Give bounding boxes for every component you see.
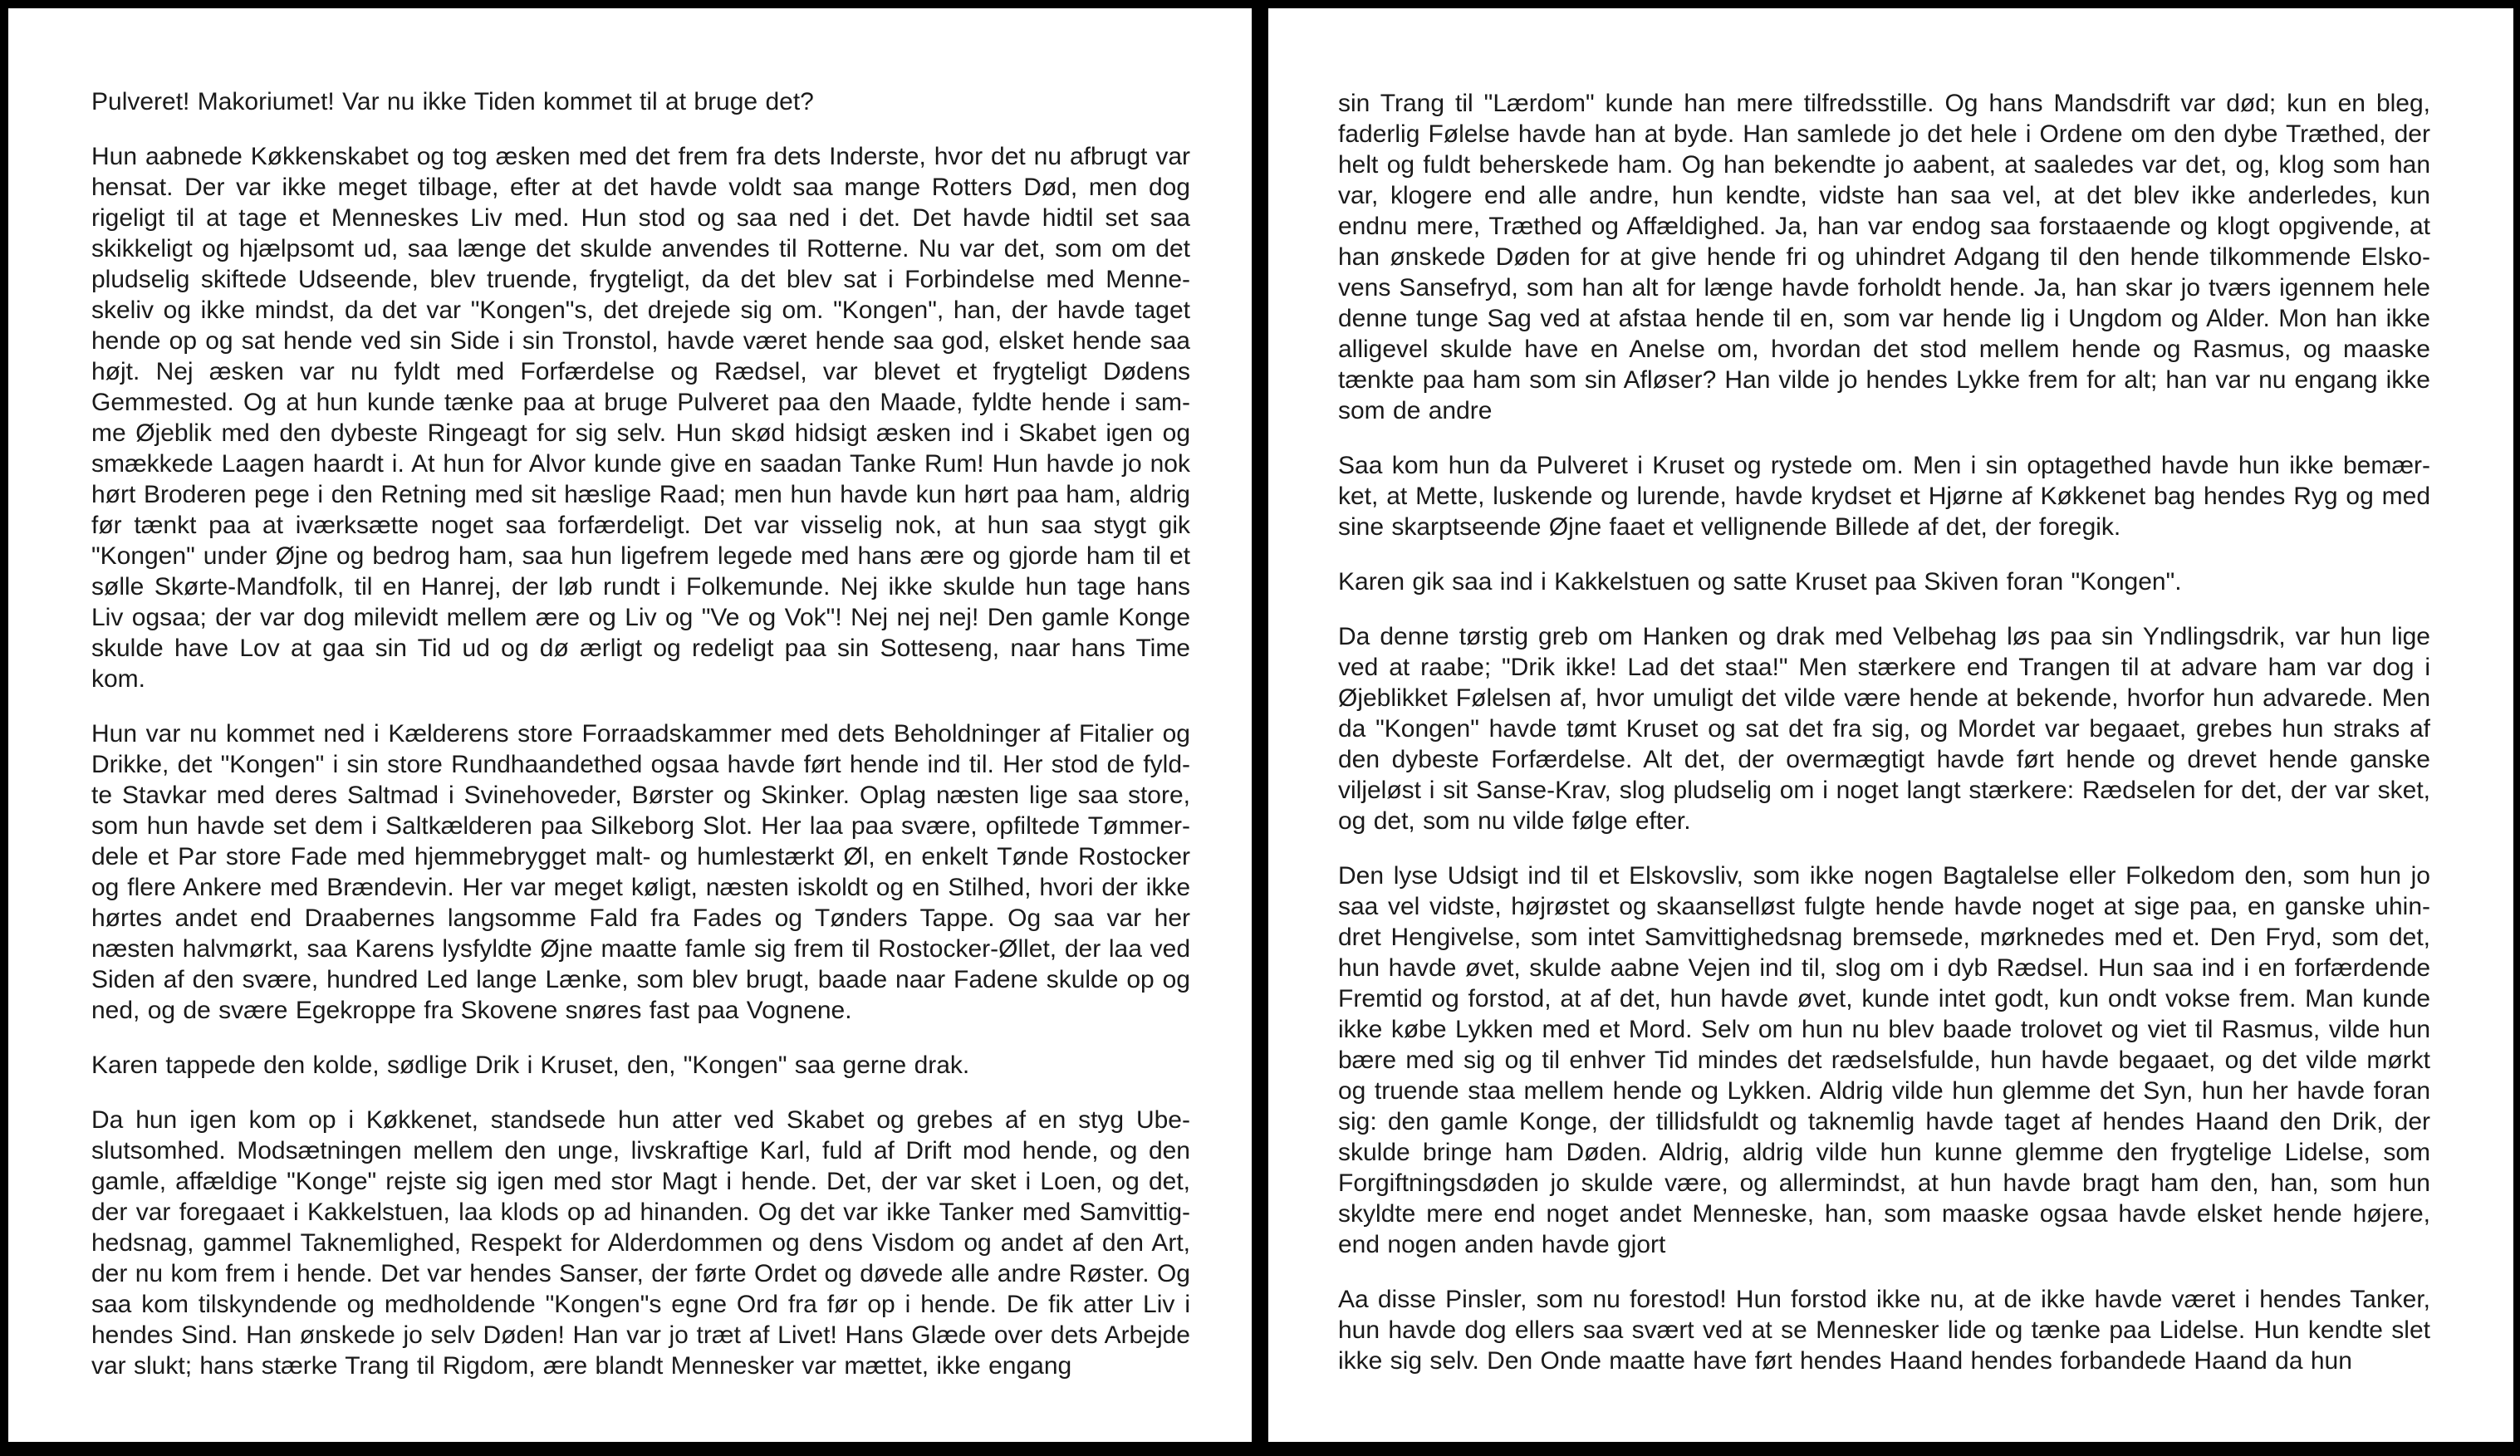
left-paragraph-1: Pulveret! Makoriumet! Var nu ikke Tiden kommet til at bruge det? bbox=[91, 88, 814, 115]
left-page bbox=[8, 8, 1252, 1442]
right-paragraph-5: Den lyse Udsigt ind til et Elskovsliv, som ikke nogen Bagtalelse eller Folkedom den, som hun jo saa vel vidste, højrøstet og skaanselløst fulgte hende havde noget at sige paa, en ganske uhin-dret Hengivelse, som intet Samvittighedsnag bremsede, mørknedes med et. Den Fryd, som det, hun havde øvet, skulde aabne Vejen ind til, slog om i dyb Rædsel. Hun saa ind i en forfærdende Fremtid og forstod, at af det, hun havde øvet, kunde intet godt, kun ondt vokse frem. Man kunde ikke købe Lykken med et Mord. Selv om hun nu blev baade trolovet og viet til Rasmus, vilde hun bære med sig og til enhver Tid mindes det rædselsfulde, hun havde begaaet, og det vilde mørkt og truende staa mellem hende og Lykken. Aldrig vilde hun glemme det Syn, hun her havde foran sig: den gamle Konge, der tillidsfuldt og taknemlig havde taget af hendes Haand den Drik, der skulde bringe ham Døden. Aldrig, aldrig vilde hun kunne glemme den frygtelige Lidelse, som Forgiftningsdøden jo skulde være, og allermindst, at hun havde bragt ham den, han, som hun skyldte mere end noget andet Menneske, han, som maaske ogsaa havde elsket hende højere, end nogen anden havde gjort bbox=[1338, 862, 2430, 1258]
left-paragraph-2: Hun aabnede Køkkenskabet og tog æsken med det frem fra dets Inderste, hvor det nu afbrugt var hensat. Der var ikke meget tilbage, efter at det havde voldt saa mange Rotters Død, men dog rigeligt til at tage et Menneskes Liv med. Hun stod og saa ned i det. Det havde hidtil set saa skikkeligt og hjælpsomt ud, saa længe det skulde anvendes til Rotterne. Nu var det, som om det pludselig skiftede Udseende, blev truende, frygteligt, da det blev sat i Forbindelse med Menne-skeliv og ikke mindst, da det var "Kongen"s, det drejede sig om. "Kongen", han, der havde taget hende op og sat hende ved sin Side i sin Tronstol, havde været hende saa god, elsket hende saa højt. Nej æsken var nu fyldt med Forfærdelse og Rædsel, var blevet et frygteligt Dødens Gemmested. Og at hun kunde tænke paa at bruge Pulveret paa den Maade, fyldte hende i sam-me Øjeblik med den dybeste Ringeagt for sig selv. Hun skød hidsigt æsken ind i Skabet igen og smækkede Laagen haardt i. At hun for Alvor kunde give en saadan Tanke Rum! Hun havde jo nok hørt Broderen pege i den Retning med sit hæslige Raad; men hun havde kun hørt paa ham, aldrig før tænkt paa at iværksætte noget saa forfærdeligt. Det var visselig nok, at hun saa stygt gik "Kongen" under Øjne og bedrog ham, saa hun ligefrem legede med hans ære og gjorde ham til et sølle Skørte-Mandfolk, til en Hanrej, der løb rundt i Folkemunde. Nej ikke skulde hun tage hans Liv ogsaa; der var dog milevidt mellem ære og Liv og "Ve og Vok"! Nej nej nej! Den gamle Konge skulde have Lov at gaa sin Tid ud og dø ærligt og redeligt paa sin Sotteseng, naar hans Time kom. bbox=[91, 143, 1190, 693]
right-paragraph-1: sin Trang til "Lærdom" kunde han mere tilfredsstille. Og hans Mandsdrift var død; kun en bleg, faderlig Følelse havde han at byde. Han samlede jo det hele i Ordene om den dybe Træthed, der helt og fuldt beherskede ham. Og han bekendte jo aabent, at saaledes var det, og, klog som han var, klogere end alle andre, hun kendte, vidste han saa vel, at det blev ikke anderledes, kun endnu mere, Træthed og Affældighed. Ja, han var endog saa forstaaende og klogt opgivende, at han ønskede Døden for at give hende fri og uhindret Adgang til den hende tilkommende Elsko-vens Sansefryd, som han alt for længe havde forholdt hende. Ja, han skar jo tværs igennem hele denne tunge Sag ved at afstaa hende til en, som var hende lig i Ungdom og Alder. Mon han ikke alligevel skulde have en Anelse om, hvordan det stod mellem hende og Rasmus, og maaske tænkte paa ham som sin Afløser? Han vilde jo hendes Lykke frem for alt; han var nu engang ikke som de andre bbox=[1338, 90, 2430, 424]
left-paragraph-4: Karen tappede den kolde, sødlige Drik i Kruset, den, "Kongen" saa gerne drak. bbox=[91, 1052, 970, 1079]
right-paragraph-4: Da denne tørstig greb om Hanken og drak med Velbehag løs paa sin Yndlingsdrik, var hun lige ved at raabe; "Drik ikke! Lad det staa!" Men stærkere end Trangen til at advare ham var dog i Øjeblikket Følelsen af, hvor umuligt det vilde være hende at bekende, hvorfor hun advarede. Men da "Kongen" havde tømt Kruset og sat det fra sig, og Mordet var begaaet, grebes hun straks af den dybeste Forfærdelse. Alt det, der overmægtigt havde ført hende og drevet hende ganske viljeløst i sit Sanse-Krav, slog pludselig om i noget langt stærkere: Rædselen for det, der var sket, og det, som nu vilde følge efter. bbox=[1338, 623, 2430, 835]
right-page bbox=[1268, 8, 2513, 1442]
right-paragraph-6: Aa disse Pinsler, som nu forestod! Hun forstod ikke nu, at de ikke havde været i hendes Tanker, hun havde dog ellers saa svært ved at se Mennesker lide og tænke paa Lidelse. Hun kendte slet ikke sig selv. Den Onde maatte have ført hendes Haand hendes forbandede Haand da hun bbox=[1338, 1286, 2430, 1375]
left-paragraph-3: Hun var nu kommet ned i Kælderens store Forraadskammer med dets Beholdninger af Fitalier og Drikke, det "Kongen" i sin store Rundhaandethed ogsaa havde ført hende ind til. Her stod de fyld-te Stavkar med deres Saltmad i Svinehoveder, Børster og Skinker. Oplag næsten lige saa store, som hun havde set dem i Saltkælderen paa Silkeborg Slot. Her laa paa svære, opfiltede Tømmer-dele et Par store Fade med hjemmebrygget malt- og humlestærkt Øl, en enkelt Tønde Rostocker og flere Ankere med Brændevin. Her var meget køligt, næsten iskoldt og en Stilhed, hvori der ikke hørtes andet end Draabernes langsomme Fald fra Fades og Tønders Tappe. Og saa var her næsten halvmørkt, saa Karens lysfyldte Øjne maatte famle sig frem til Rostocker-Øllet, der laa ved Siden af den svære, hundred Led lange Lænke, som blev brugt, baade naar Fadene skulde op og ned, og de svære Egekroppe fra Skovene snøres fast paa Vognene. bbox=[91, 720, 1190, 1024]
left-paragraph-5: Da hun igen kom op i Køkkenet, standsede hun atter ved Skabet og grebes af en styg Ube-slutsomhed. Modsætningen mellem den unge, livskraftige Karl, fuld af Drift mod hende, og den gamle, affældige "Konge" rejste sig igen med stor Magt i hende. Det, der var sket i Loen, og det, der var foregaaet i Kakkelstuen, laa klods op ad hinanden. Og det var ikke Tanker med Samvittig-hedsnag, gammel Taknemlighed, Respekt for Alderdommen og dens Visdom og andet af den Art, der nu kom frem i hende. Det var hendes Sanser, der førte Ordet og døvede alle andre Røster. Og saa kom tilskyndende og medholdende "Kongen"s egne Ord fra før op i hende. De fik atter Liv i hendes Sind. Han ønskede jo selv Døden! Han var jo træt af Livet! Hans Glæde over dets Arbejde var slukt; hans stærke Trang til Rigdom, ære blandt Mennesker var mættet, ikke engang bbox=[91, 1106, 1190, 1380]
right-paragraph-3: Karen gik saa ind i Kakkelstuen og satte Kruset paa Skiven foran "Kongen". bbox=[1338, 568, 2182, 596]
right-paragraph-2: Saa kom hun da Pulveret i Kruset og rystede om. Men i sin optagethed havde hun ikke bemær-ket, at Mette, luskende og lurende, havde krydset et Hjørne af Køkkenet bag hendes Ryg og med sine skarptseende Øjne faaet et vellignende Billede af det, der foregik. bbox=[1338, 452, 2430, 541]
